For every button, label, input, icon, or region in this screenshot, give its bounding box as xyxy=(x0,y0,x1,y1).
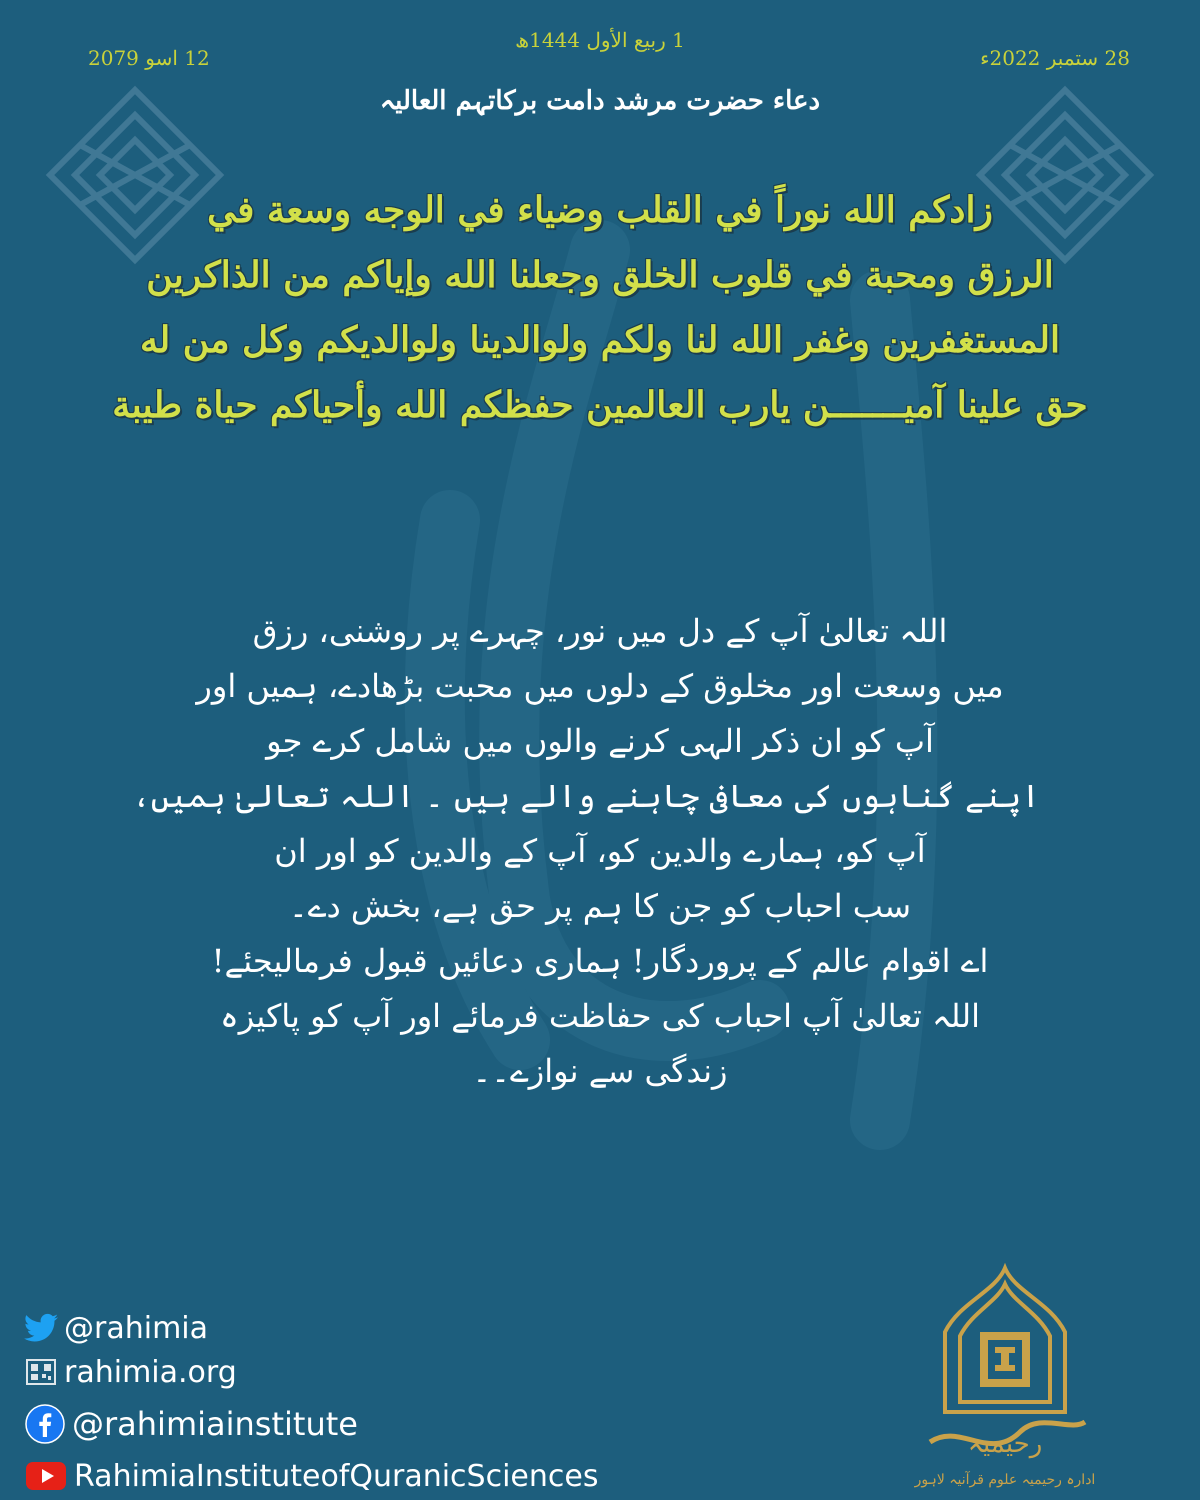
twitter-link[interactable] xyxy=(24,1306,598,1350)
bikrami-date: 12 اسو 2079 xyxy=(88,46,210,70)
urdu-line: آپ کو ان ذکر الہی کرنے والوں میں شامل کرے جو xyxy=(266,722,934,760)
website-link[interactable] xyxy=(24,1350,598,1394)
arabic-prayer xyxy=(80,178,1120,438)
rahimia-logo xyxy=(900,1262,1110,1492)
gregorian-date: 28 ستمبر 2022ء xyxy=(980,46,1130,70)
urdu-line: آپ کو، ہمارے والدین کو، آپ کے والدین کو اور ان xyxy=(274,832,926,870)
youtube-icon xyxy=(24,1459,68,1493)
urdu-line: اپنے گناہوں کی معافی چاہنے والے ہیں ۔ اللہ تعالیٰ ہمیں، xyxy=(132,777,1040,815)
facebook-link[interactable] xyxy=(24,1394,598,1454)
facebook-handle: @rahimiainstitute xyxy=(72,1405,358,1443)
website-url: rahimia.org xyxy=(64,1354,237,1390)
urdu-line: اے اقوام عالم کے پروردگار! ہماری دعائیں قبول فرمالیجئے! xyxy=(211,942,989,980)
twitter-handle: @rahimia xyxy=(64,1310,209,1346)
qr-icon xyxy=(24,1355,58,1389)
arabic-line: المستغفرين وغفر الله لنا ولكم ولوالدينا ولوالديكم وكل من له xyxy=(140,319,1060,361)
arabic-line: الرزق ومحبة في قلوب الخلق وجعلنا الله وإياكم من الذاكرين xyxy=(146,254,1054,296)
youtube-channel: RahimiaInstituteofQuranicSciences xyxy=(74,1458,599,1494)
hijri-date: 1 ربیع الأول 1444ھ xyxy=(515,28,685,52)
youtube-link[interactable] xyxy=(24,1454,598,1498)
logo-name: رحیمیہ xyxy=(967,1429,1043,1459)
arabic-line: زادكم الله نوراً في القلب وضياء في الوجه وسعة في xyxy=(207,189,993,231)
urdu-line: اللہ تعالیٰ آپ احباب کی حفاظت فرمائے اور آپ کو پاکیزہ xyxy=(220,997,980,1035)
facebook-icon xyxy=(24,1403,66,1445)
urdu-line: اللہ تعالیٰ آپ کے دل میں نور، چہرے پر روشنی، رزق xyxy=(252,612,948,650)
logo-tagline: ادارہ رحیمیہ علوم قرآنیہ لاہور xyxy=(914,1472,1096,1488)
page-title: دعاء حضرت مرشد دامت برکاتہم العالیہ xyxy=(379,86,821,116)
urdu-line: میں وسعت اور مخلوق کے دلوں میں محبت بڑھادے، ہمیں اور xyxy=(196,667,1004,705)
arabic-line: حق علينا آميـــــــن يارب العالمين حفظكم الله وأحياكم حياة طيبة xyxy=(112,384,1088,426)
twitter-icon xyxy=(24,1311,58,1345)
urdu-translation xyxy=(132,604,1040,1099)
urdu-line: سب احباب کو جن کا ہم پر حق ہے، بخش دے۔ xyxy=(288,887,912,925)
urdu-line: زندگی سے نوازے۔۔ xyxy=(472,1052,728,1090)
social-links xyxy=(24,1306,598,1498)
